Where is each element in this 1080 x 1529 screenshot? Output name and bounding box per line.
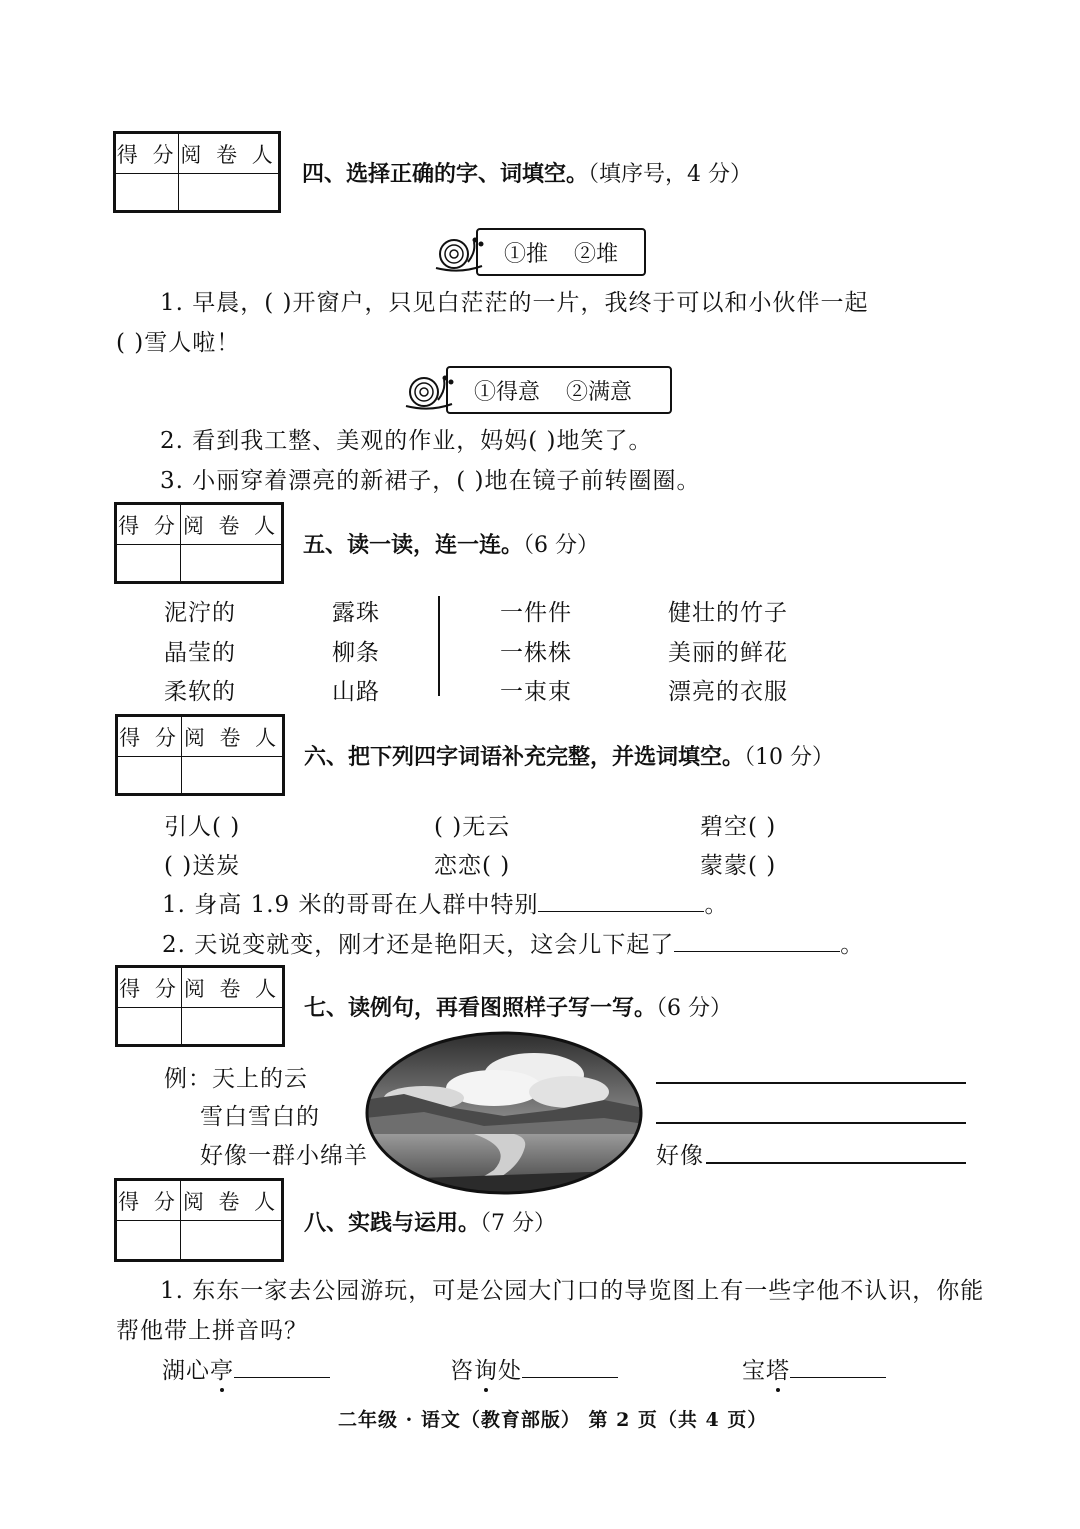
section-5-points: （6 分） — [523, 533, 600, 558]
answer-line-3[interactable] — [706, 1162, 966, 1164]
answer-line-2[interactable] — [656, 1122, 966, 1124]
word-dotted-char: 亭 — [210, 1358, 234, 1384]
word-text: 湖心 — [162, 1358, 210, 1384]
section-8-title — [304, 1206, 556, 1237]
match-right-noun-3[interactable]: 漂亮的衣服 — [668, 679, 788, 705]
idiom-lianlian[interactable]: 恋恋( ) — [434, 853, 511, 879]
grader-cell[interactable] — [180, 545, 281, 582]
s4-q3: 3. 小丽穿着漂亮的新裙子，( )地在镜子前转圈圈。 — [160, 468, 701, 494]
pinyin-blank-1[interactable] — [234, 1355, 330, 1378]
score-box-6 — [115, 714, 285, 796]
option-manyi: ②满意 — [566, 379, 633, 405]
idiom-mengmeng[interactable]: 蒙蒙( ) — [700, 853, 777, 879]
pinyin-item-huxinting — [162, 1352, 330, 1385]
grader-label: 阅 卷 人 — [180, 505, 281, 545]
answer-line-1[interactable] — [656, 1082, 966, 1084]
s6-q1-text: 1. 身高 1.9 米的哥哥在人群中特别 — [162, 892, 539, 918]
option-box-2 — [446, 366, 672, 414]
word-dotted-char: 塔 — [766, 1358, 790, 1384]
grader-label: 阅 卷 人 — [180, 1181, 281, 1221]
word-text: 咨 — [450, 1358, 474, 1384]
section-4-title — [302, 157, 752, 188]
option-deyi: ①得意 — [474, 379, 541, 405]
section-5-title — [303, 528, 599, 559]
section-7-heading: 七、读例句，再看图照样子写一写。 — [304, 995, 657, 1021]
grader-cell[interactable] — [181, 757, 282, 794]
score-box-4 — [113, 131, 281, 213]
s8-q1-line1: 1. 东东一家去公园游玩，可是公园大门口的导览图上有一些字他不认识，你能 — [160, 1278, 985, 1304]
landscape-image — [364, 1030, 644, 1196]
section-4-heading: 四、选择正确的字、词填空。 — [302, 161, 589, 187]
score-cell[interactable] — [117, 545, 181, 582]
grader-cell[interactable] — [180, 1221, 281, 1260]
page-footer: 二年级 · 语文（教育部版） 第 2 页（共 4 页） — [338, 1409, 768, 1431]
score-label: 得 分 — [117, 1181, 181, 1221]
match-left-adj-3[interactable]: 柔软的 — [164, 679, 236, 705]
score-label: 得 分 — [117, 505, 181, 545]
grader-cell[interactable] — [179, 174, 279, 211]
score-box-8 — [114, 1178, 284, 1262]
match-left-noun-3[interactable]: 山路 — [332, 679, 380, 705]
s6-q1-blank[interactable] — [538, 889, 704, 912]
answer-prefix: 好像 — [656, 1143, 704, 1169]
section-8-heading: 八、实践与运用。 — [304, 1210, 481, 1236]
example-line-2: 雪白雪白的 — [200, 1104, 320, 1130]
s6-q2-text: 2. 天说变就变，刚才还是艳阳天，这会儿下起了 — [162, 932, 675, 958]
section-7-title — [304, 991, 732, 1022]
match-right-noun-2[interactable]: 美丽的鲜花 — [668, 640, 788, 666]
s6-q2 — [162, 926, 864, 959]
pinyin-blank-3[interactable] — [790, 1355, 886, 1378]
word-text: 处 — [498, 1358, 522, 1384]
word-dotted-char: 询 — [474, 1358, 498, 1384]
idiom-yinren[interactable]: 引人( ) — [164, 814, 241, 840]
idiom-songtan[interactable]: ( )送炭 — [164, 853, 241, 879]
score-label: 得 分 — [116, 134, 179, 174]
pinyin-blank-2[interactable] — [522, 1355, 618, 1378]
pinyin-item-zixunchu — [450, 1352, 618, 1385]
s6-q1-end: 。 — [704, 892, 729, 918]
s8-q1-line2: 帮他带上拼音吗？ — [116, 1318, 308, 1344]
grader-cell[interactable] — [181, 1008, 282, 1045]
section-6-points: （10 分） — [744, 745, 835, 770]
match-right-measure-1[interactable]: 一件件 — [500, 600, 572, 626]
section-6-title — [304, 740, 834, 771]
score-cell[interactable] — [116, 174, 179, 211]
match-left-noun-1[interactable]: 露珠 — [332, 600, 380, 626]
s6-q1 — [162, 886, 728, 919]
section-6-heading: 六、把下列四字词语补充完整，并选词填空。 — [304, 744, 745, 770]
score-cell[interactable] — [118, 757, 182, 794]
word-text: 宝 — [742, 1358, 766, 1384]
score-box-7 — [115, 965, 285, 1047]
section-7-points: （6 分） — [656, 996, 733, 1021]
score-cell[interactable] — [117, 1221, 181, 1260]
grader-label: 阅 卷 人 — [181, 968, 282, 1008]
score-box-5 — [114, 502, 284, 584]
score-cell[interactable] — [118, 1008, 182, 1045]
grader-label: 阅 卷 人 — [179, 134, 279, 174]
section-8-points: （7 分） — [480, 1211, 557, 1236]
match-left-noun-2[interactable]: 柳条 — [332, 640, 380, 666]
idiom-wuyun[interactable]: ( )无云 — [434, 814, 511, 840]
option-box-1 — [476, 228, 646, 276]
s4-q1-line1: 1. 早晨，( )开窗户，只见白茫茫的一片，我终于可以和小伙伴一起 — [160, 290, 869, 316]
pinyin-item-baota — [742, 1352, 886, 1385]
idiom-bikong[interactable]: 碧空( ) — [700, 814, 777, 840]
s6-q2-end: 。 — [840, 932, 865, 958]
match-right-noun-1[interactable]: 健壮的竹子 — [668, 600, 788, 626]
match-left-adj-2[interactable]: 晶莹的 — [164, 640, 236, 666]
example-line-3: 好像一群小绵羊 — [200, 1143, 368, 1169]
s6-q2-blank[interactable] — [674, 929, 840, 952]
section-5-heading: 五、读一读，连一连。 — [303, 532, 524, 558]
score-label: 得 分 — [118, 717, 182, 757]
option-tui: ①推 — [504, 241, 549, 267]
example-line-1: 例：天上的云 — [164, 1066, 308, 1092]
match-right-measure-2[interactable]: 一株株 — [500, 640, 572, 666]
section-4-points: （填序号，4 分） — [588, 162, 753, 187]
s4-q2: 2. 看到我工整、美观的作业，妈妈( )地笑了。 — [160, 428, 653, 454]
match-divider — [438, 596, 440, 696]
option-dui: ②堆 — [574, 241, 619, 267]
grader-label: 阅 卷 人 — [181, 717, 282, 757]
match-right-measure-3[interactable]: 一束束 — [500, 679, 572, 705]
match-left-adj-1[interactable]: 泥泞的 — [164, 600, 236, 626]
score-label: 得 分 — [118, 968, 182, 1008]
s4-q1-line2: ( )雪人啦！ — [116, 330, 241, 356]
